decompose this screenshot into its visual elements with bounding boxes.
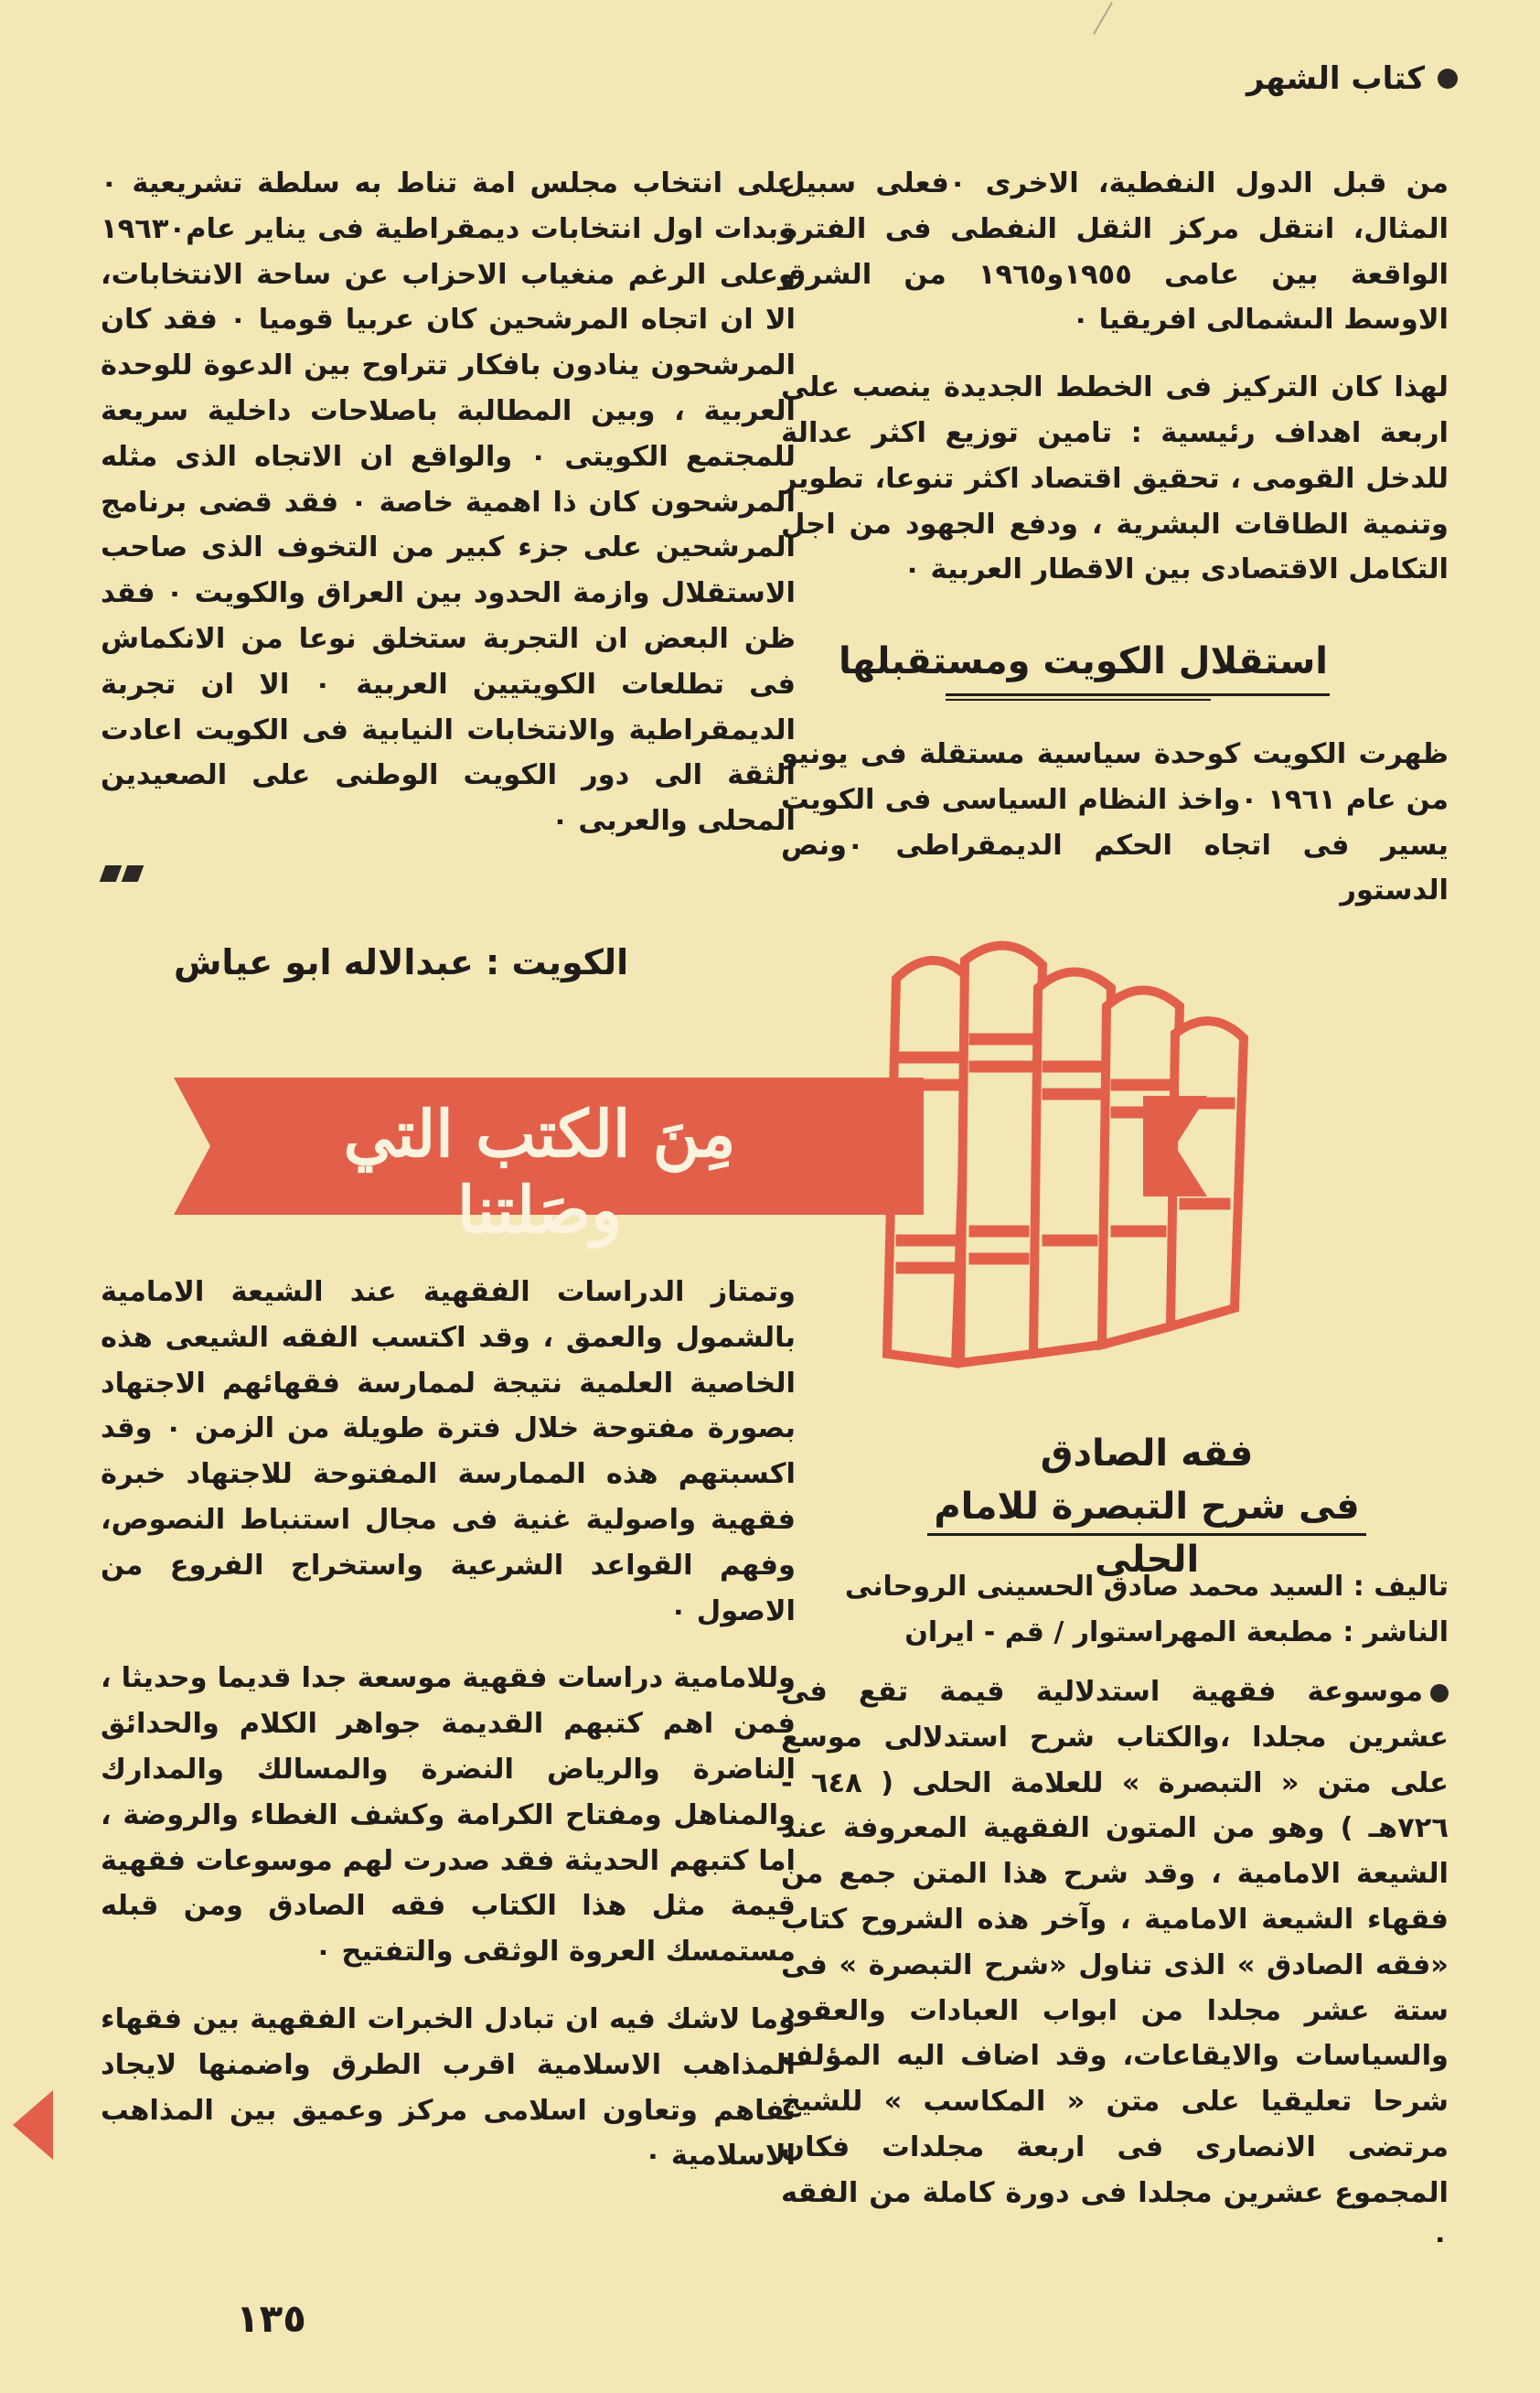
page-header: [1246, 60, 1458, 97]
left-column-bottom: [101, 1270, 796, 2179]
heading-underline: [946, 699, 1211, 701]
heading-underline: [946, 693, 1330, 696]
book-author: تاليف : السيد محمد صادق الحسينى الروحانى: [844, 1571, 1449, 1603]
end-of-article-mark: [102, 865, 141, 882]
scan-mark: [1093, 2, 1113, 35]
right-column-section: [781, 732, 1449, 914]
page-number: ١٣٥: [236, 2296, 306, 2341]
left-column-top: [101, 161, 796, 844]
byline: الكويت : عبدالاله ابو عياش: [174, 942, 629, 982]
book-publisher: الناشر : مطبعة المهراستوار / قم - ايران: [904, 1616, 1449, 1648]
paragraph: وتمتاز الدراسات الفقهية عند الشيعة الامامية بالشمول والعمق ، وقد اكتسب الفقه الشيعى هذه الخاصية العلمية نتيجة لممارسة فقهائهم الاجتهاد بصورة مفتوحة خلال فترة طويلة من الزمن ٠ وقد اكسبتهم هذه الممارسة المفتوحة للاجتهاد خبرة فقهية واصولية غنية فى مجال استنباط النصوص، وفهم القواعد الشرعية واستخراج الفروع من الاصول ٠: [101, 1276, 796, 1627]
paragraph: وللامامية دراسات فقهية موسعة جدا قديما وحديثا ، فمن اهم كتبهم القديمة جواهر الكلام والحدائق الناضرة والرياض النضرة والمسالك والمدارك والمناهل ومفتاح الكرامة وكشف الغطاء والروضة ، اما كتبهم الحديثة فقد صدرت لهم موسوعات فقهية قيمة مثل هذا الكتاب فقه الصادق ومن قبله مستمسك العروة الوثقى والتفتيح ٠: [101, 1662, 796, 1969]
banner-title: مِنَ الكتب التي وصَلتنا: [343, 1096, 736, 1248]
paragraph: [781, 1669, 1449, 2261]
paragraph: من قبل الدول النفطية، الاخرى ٠فعلى سبيل المثال، انتقل مركز الثقل النفطى فى الفترة الواقعة بين عامى ١٩٥٥و١٩٦٥ من الشرق الاوسط الىشمالى افريقيا ٠: [781, 167, 1449, 337]
book-meta: [781, 1564, 1449, 1656]
paragraph: على انتخاب مجلس امة تناط به سلطة تشريعية ٠ وبدات اول انتخابات ديمقراطية فى يناير عام١٩٦٣٠ وعلى الرغم منغياب الاحزاب عن ساحة الانتخابات، الا ان اتجاه المرشحين كان عربيا قوميا ٠ فقد كان المرشحون ينادون بافكار تتراوح بين الدعوة للوحدة العربية ، وبين المطالبة باصلاحات داخلية سريعة للمجتمع الكويتى ٠ والواقع ان الاتجاه الذى مثله المرشحون كان ذا اهمية خاصة ٠ فقد قضى برنامج المرشحين على جزء كبير من التخوف الذى صاحب الاستقلال وازمة الحدود بين العراق والكويت ٠ فقد ظن البعض ان التجربة ستخلق نوعا من الانكماش فى تطلعات الكويتيين العربية ٠ الا ان تجربة الديمقراطية والانتخابات النيابية فى الكويت اعادت الثقة الى دور الكويت الوطنى على الصعيدين المحلى والعربى ٠: [101, 167, 797, 838]
book-title-line: فقه الصادق: [1040, 1433, 1254, 1475]
bullet-icon: [1438, 69, 1458, 89]
paragraph: ظهرت الكويت كوحدة سياسية مستقلة فى يونيو من عام ١٩٦١ ٠واخذ النظام السياسى فى الكويت يسير فى اتجاه الحكم الديمقراطى ٠ونص الدستور: [781, 738, 1449, 907]
paragraph-text: موسوعة فقهية استدلالية قيمة تقع فى عشرين مجلدا ،والكتاب شرح استدلالى موسع على متن « التبصرة » للعلامة الحلى ( ٦٤٨ - ٧٢٦هـ ) وهو من المتون الفقهية المعروفة عند الشيعة الامامية ، وقد شرح هذا المتن جمع من فقهاء الشيعة الامامية ، وآخر هذه الشروح كتاب «فقه الصادق » الذى تناول «شرح التبصرة » فى ستة عشر مجلدا من ابواب العبادات والعقود والسياسات والايقاعات، وقد اضاف اليه المؤلف شرحا تعليقيا على متن « المكاسب » للشيخ مرتضى الانصارى فى اربعة مجلدات فكان المجموع عشرين مجلدا فى دورة كاملة من الفقه ٠: [781, 1676, 1449, 2255]
book-title-line: فى شرح التبصرة للامام الحلى: [934, 1486, 1360, 1581]
title-underline: [927, 1533, 1366, 1536]
page-edge-arrow-icon: [13, 2090, 53, 2160]
section-heading: استقلال الكويت ومستقبلها: [838, 640, 1328, 682]
section-name: كتاب الشهر: [1246, 60, 1425, 97]
right-column-bottom: [781, 1669, 1449, 2261]
paragraph: لهذا كان التركيز فى الخطط الجديدة ينصب على اربعة اهداف رئيسية : تامين توزيع اكثر عدالة للدخل القومى ، تحقيق اقتصاد اكثر تنوعا، تطوير وتنمية الطاقات البشرية ، ودفع الجهود من اجل التكامل الاقتصادى بين الاقطار العربية ٠: [781, 371, 1449, 586]
bullet-icon: [1430, 1684, 1449, 1702]
right-column-top: [781, 161, 1449, 593]
book-title: [927, 1427, 1366, 1586]
paragraph: وما لاشك فيه ان تبادل الخبرات الفقهية بين فقهاء المذاهب الاسلامية اقرب الطرق واضمنها لايجاد تفاهم وتعاون اسلامى مركز وعميق بين المذاهب الاسلامية ٠: [101, 2002, 796, 2173]
